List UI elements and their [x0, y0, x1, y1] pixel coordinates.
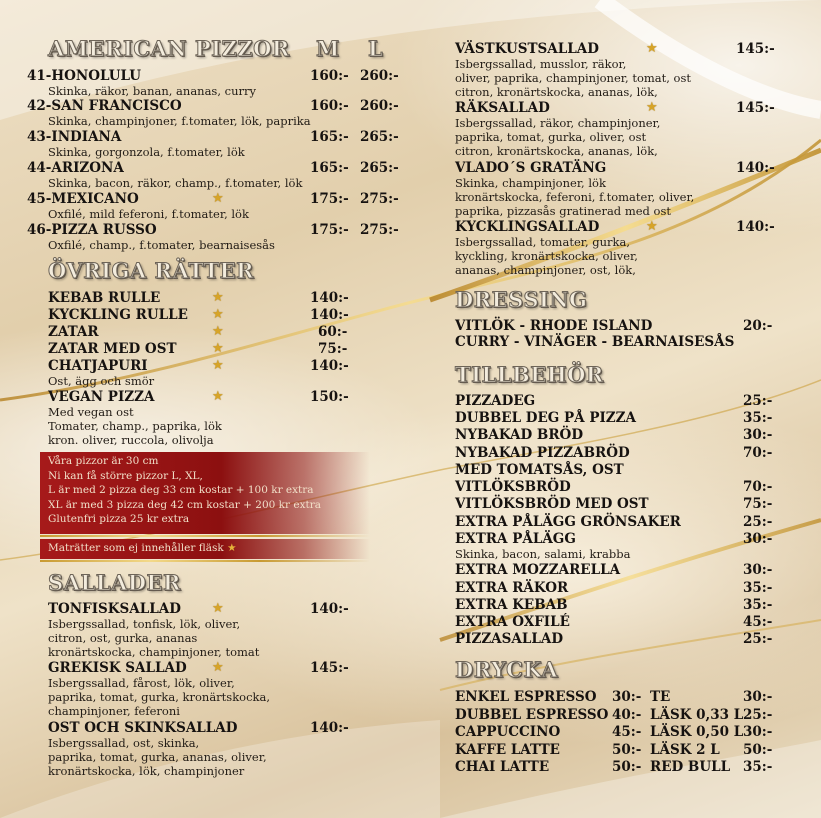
menu-item-price: 140:-	[310, 290, 349, 306]
pork-free-star-icon: ★	[212, 307, 224, 322]
menu-item-name: KYCKLING RULLE	[48, 307, 188, 323]
note-line: Våra pizzor är 30 cm	[48, 455, 159, 467]
price-l: 265:-	[360, 129, 399, 145]
menu-item-desc: Skinka, räkor, banan, ananas, curry	[48, 84, 256, 98]
drink-price: 30:-	[743, 689, 773, 705]
pork-free-note-banner	[40, 539, 370, 559]
menu-item-desc: kronärtskocka, lök, champinjoner	[48, 764, 245, 778]
menu-item-price: 140:-	[310, 601, 349, 617]
menu-item-desc: Isbergssallad, fårost, lök, oliver,	[48, 676, 235, 690]
menu-item-desc: Skinka, gorgonzola, f.tomater, lök	[48, 145, 245, 159]
menu-item-price: 140:-	[736, 219, 775, 235]
menu-item-desc: champinjoner, feferoni	[48, 704, 180, 718]
menu-item-desc: Skinka, champinjoner, lök	[455, 176, 606, 190]
menu-item-name: TONFISKSALLAD	[48, 601, 181, 617]
menu-item-name: GREKISK SALLAD	[48, 660, 187, 676]
price-m: 160:-	[310, 68, 349, 84]
drink-price: 50:-	[612, 742, 642, 758]
menu-item-desc: Oxfilé, champ., f.tomater, bearnaisesås	[48, 238, 275, 252]
price-m: 175:-	[310, 191, 349, 207]
menu-item-name: 41-HONOLULU	[27, 68, 142, 84]
menu-item-name: ZATAR	[48, 324, 99, 340]
menu-item-desc: paprika, tomat, gurka, oliver, ost	[455, 130, 647, 144]
menu-item-name: KEBAB RULLE	[48, 290, 161, 306]
menu-item-name: DUBBEL DEG PÅ PIZZA	[455, 410, 636, 426]
drink-name: ENKEL ESPRESSO	[455, 689, 597, 705]
gold-divider	[40, 560, 370, 562]
menu-item-name: KYCKLINGSALLAD	[455, 219, 600, 235]
drink-name: LÄSK 2 L	[650, 742, 720, 758]
menu-item-price: 145:-	[736, 100, 775, 116]
menu-item-name: VEGAN PIZZA	[48, 389, 155, 405]
price-l: 265:-	[360, 160, 399, 176]
pork-free-star-icon: ★	[212, 358, 224, 373]
menu-item-price: 25:-	[743, 631, 773, 647]
menu-item-name: CHATJAPURI	[48, 358, 148, 374]
american-pizzor-heading: AMERICAN PIZZOR	[48, 36, 290, 61]
menu-item-price: 75:-	[318, 341, 348, 357]
menu-item-name: PIZZADEG	[455, 393, 536, 409]
menu-item-price: 140:-	[310, 358, 349, 374]
menu-item-name: RÄKSALLAD	[455, 100, 550, 116]
menu-item-desc: kronärtskocka, feferoni, f.tomater, oliver,	[455, 190, 695, 204]
drink-price: 35:-	[743, 759, 773, 775]
menu-item-price: 25:-	[743, 393, 773, 409]
price-m: 160:-	[310, 98, 349, 114]
menu-item-desc: Isbergssallad, ost, skinka,	[48, 736, 200, 750]
menu-item-price: 35:-	[743, 580, 773, 596]
menu-item-name: 46-PIZZA RUSSO	[27, 222, 157, 238]
menu-item-desc: kyckling, kronärtskocka, oliver,	[455, 249, 638, 263]
drink-name: DUBBEL ESPRESSO	[455, 707, 609, 723]
dressing-price: 20:-	[743, 318, 773, 334]
drink-price: 30:-	[612, 689, 642, 705]
menu-item-name: 44-ARIZONA	[27, 160, 124, 176]
pork-free-star-icon: ★	[212, 290, 224, 305]
menu-item-desc: Skinka, champinjoner, f.tomater, lök, paprika	[48, 114, 311, 128]
star-icon: ★	[227, 542, 237, 554]
price-m: 175:-	[310, 222, 349, 238]
pork-free-star-icon: ★	[212, 389, 224, 404]
menu-item-desc: paprika, pizzasås gratinerad med ost	[455, 204, 671, 218]
menu-item-name: PIZZASALLAD	[455, 631, 564, 647]
menu-item-price: 30:-	[743, 531, 773, 547]
menu-item-name: MED TOMATSÅS, OST	[455, 462, 624, 478]
price-l: 275:-	[360, 222, 399, 238]
size-m-heading: M	[316, 36, 340, 61]
pork-free-star-icon: ★	[212, 341, 224, 356]
menu-item-name: VITLÖKSBRÖD	[455, 479, 571, 495]
menu-item-price: 35:-	[743, 597, 773, 613]
menu-item-price: 45:-	[743, 614, 773, 630]
menu-item-name: EXTRA PÅLÄGG GRÖNSAKER	[455, 514, 681, 530]
menu-item-name: OST OCH SKINKSALLAD	[48, 720, 238, 736]
drink-price: 40:-	[612, 707, 642, 723]
menu-item-price: 70:-	[743, 479, 773, 495]
menu-item-name: NYBAKAD PIZZABRÖD	[455, 445, 630, 461]
pork-free-star-icon: ★	[646, 41, 658, 56]
menu-item-price: 140:-	[736, 160, 775, 176]
dressing-line: CURRY - VINÄGER - BEARNAISESÅS	[455, 334, 735, 350]
drink-name: KAFFE LATTE	[455, 742, 560, 758]
menu-item-desc: Med vegan ost	[48, 405, 134, 419]
drink-name: CAPPUCCINO	[455, 724, 561, 740]
price-l: 260:-	[360, 98, 399, 114]
gold-divider	[40, 535, 370, 537]
menu-item-name: 43-INDIANA	[27, 129, 122, 145]
menu-item-name: VLADO´S GRATÄNG	[455, 160, 607, 176]
note-line: Glutenfri pizza 25 kr extra	[48, 513, 190, 525]
menu-item-price: 60:-	[318, 324, 348, 340]
drink-price: 50:-	[743, 742, 773, 758]
note-line: XL är med 3 pizza deg 42 cm kostar + 200 kr extra	[48, 498, 322, 511]
menu-item-price: 140:-	[310, 307, 349, 323]
menu-item-name: 42-SAN FRANCISCO	[27, 98, 182, 114]
menu-item-desc: Tomater, champ., paprika, lök	[48, 419, 222, 433]
menu-item-price: 25:-	[743, 514, 773, 530]
price-m: 165:-	[310, 129, 349, 145]
menu-item-price: 75:-	[743, 496, 773, 512]
pork-free-note-text: Maträtter som ej innehåller fläsk	[48, 542, 224, 554]
drink-price: 45:-	[612, 724, 642, 740]
menu-item-price: 70:-	[743, 445, 773, 461]
menu-item-price: 35:-	[743, 410, 773, 426]
menu-item-desc: Skinka, bacon, salami, krabba	[455, 547, 631, 561]
menu-item-desc: kron. oliver, ruccola, olivolja	[48, 433, 214, 447]
pork-free-star-icon: ★	[646, 219, 658, 234]
pork-free-star-icon: ★	[212, 191, 224, 206]
menu-item-name: EXTRA RÄKOR	[455, 580, 569, 596]
menu-item-desc: Skinka, bacon, räkor, champ., f.tomater, lök	[48, 176, 303, 190]
drink-name: RED BULL	[650, 759, 731, 775]
pork-free-star-icon: ★	[212, 324, 224, 339]
drink-name: CHAI LATTE	[455, 759, 550, 775]
sallader-heading: SALLADER	[48, 570, 181, 595]
menu-item-name: EXTRA PÅLÄGG	[455, 531, 576, 547]
menu-item-name: 45-MEXICANO	[27, 191, 139, 207]
menu-item-desc: citron, ost, gurka, ananas	[48, 631, 198, 645]
menu-item-desc: paprika, tomat, gurka, ananas, oliver,	[48, 750, 267, 764]
drycka-heading: DRYCKA	[455, 657, 559, 682]
note-line: L är med 2 pizza deg 33 cm kostar + 100 kr extra	[48, 484, 314, 496]
menu-item-desc: Isbergssallad, tonfisk, lök, oliver,	[48, 617, 241, 631]
drink-name: LÄSK 0,33 L	[650, 707, 744, 723]
menu-item-desc: paprika, tomat, gurka, kronärtskocka,	[48, 690, 271, 704]
menu-item-name: EXTRA KEBAB	[455, 597, 568, 613]
menu-item-name: EXTRA OXFILÉ	[455, 614, 570, 630]
menu-item-desc: Isbergssallad, tomater, gurka,	[455, 235, 631, 249]
pizza-size-notes-banner	[40, 452, 370, 534]
price-m: 165:-	[310, 160, 349, 176]
menu-item-price: 30:-	[743, 427, 773, 443]
menu-item-name: VÄSTKUSTSALLAD	[455, 41, 599, 57]
menu-item-desc: ananas, champinjoner, ost, lök,	[455, 263, 636, 277]
menu-item-price: 30:-	[743, 562, 773, 578]
drink-price: 25:-	[743, 707, 773, 723]
menu-item-price: 145:-	[310, 660, 349, 676]
price-l: 260:-	[360, 68, 399, 84]
menu-item-name: EXTRA MOZZARELLA	[455, 562, 621, 578]
menu-item-desc: oliver, paprika, champinjoner, tomat, ost	[455, 71, 692, 85]
ovriga-ratter-heading: ÖVRIGA RÄTTER	[48, 258, 255, 283]
menu-item-desc: Isbergssallad, räkor, champinjoner,	[455, 116, 661, 130]
dressing-heading: DRESSING	[455, 287, 588, 312]
menu-item-desc: citron, kronärtskocka, ananas, lök,	[455, 144, 658, 158]
menu-item-desc: Ost, ägg och smör	[48, 374, 155, 388]
menu-item-price: 140:-	[310, 720, 349, 736]
menu-item-name: VITLÖKSBRÖD MED OST	[455, 496, 649, 512]
menu-item-price: 150:-	[310, 389, 349, 405]
pork-free-star-icon: ★	[212, 660, 224, 675]
drink-price: 50:-	[612, 759, 642, 775]
menu-item-price: 145:-	[736, 41, 775, 57]
menu-item-desc: kronärtskocka, champinjoner, tomat	[48, 645, 260, 659]
tillbehor-heading: TILLBEHÖR	[455, 362, 604, 387]
dressing-line: VITLÖK - RHODE ISLAND	[455, 318, 653, 334]
note-line: Ni kan få större pizzor L, XL,	[48, 469, 203, 482]
price-l: 275:-	[360, 191, 399, 207]
menu-item-desc: Oxfilé, mild feferoni, f.tomater, lök	[48, 207, 249, 221]
menu-item-name: ZATAR MED OST	[48, 341, 177, 357]
drink-name: LÄSK 0,50 L	[650, 724, 744, 740]
menu-item-name: NYBAKAD BRÖD	[455, 427, 584, 443]
menu-item-desc: Isbergssallad, musslor, räkor,	[455, 57, 627, 71]
pork-free-star-icon: ★	[212, 601, 224, 616]
menu-item-desc: citron, kronärtskocka, ananas, lök,	[455, 85, 658, 99]
pork-free-star-icon: ★	[646, 100, 658, 115]
drink-price: 30:-	[743, 724, 773, 740]
size-l-heading: L	[368, 36, 384, 61]
drink-name: TE	[650, 689, 671, 705]
